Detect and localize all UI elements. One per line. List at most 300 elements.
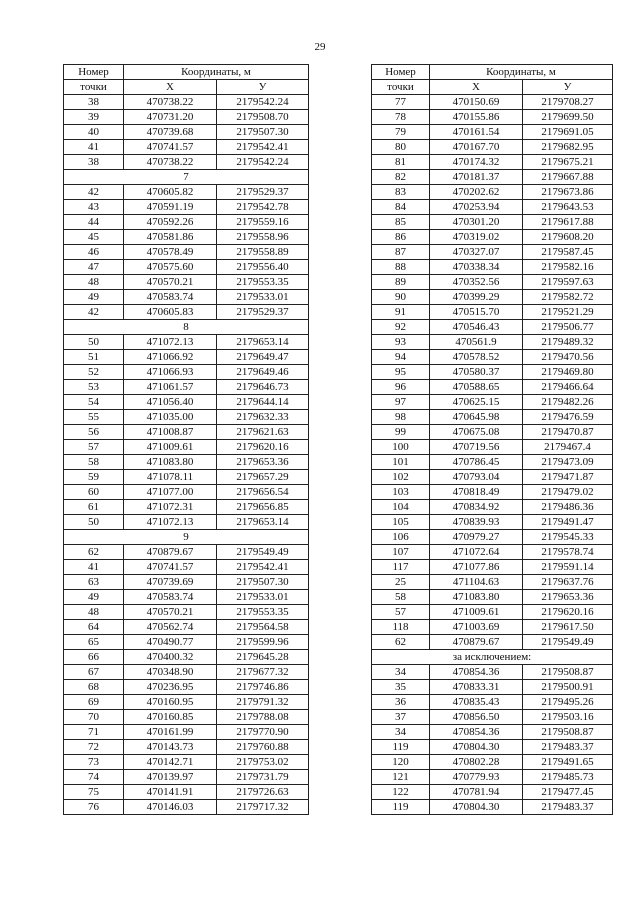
- y-coordinate: 2179503.16: [523, 710, 613, 725]
- table-row: [64, 515, 309, 530]
- y-coordinate: 2179653.14: [217, 335, 309, 350]
- x-coordinate: 470578.52: [430, 350, 523, 365]
- table-row: [372, 620, 613, 635]
- point-number: 41: [64, 140, 124, 155]
- y-coordinate: 2179649.47: [217, 350, 309, 365]
- point-header-line1: Номер: [385, 66, 416, 78]
- x-coordinate: 470139.97: [124, 770, 217, 785]
- table-row: [372, 485, 613, 500]
- table-row: [372, 395, 613, 410]
- point-number: 50: [64, 515, 124, 530]
- table-row: [64, 290, 309, 305]
- section-row: [64, 320, 309, 335]
- y-coordinate: 2179645.28: [217, 650, 309, 665]
- table-row: [372, 125, 613, 140]
- point-number: 44: [64, 215, 124, 230]
- point-number-header-2: точки: [64, 80, 124, 95]
- point-number: 78: [372, 110, 430, 125]
- table-row: [64, 260, 309, 275]
- point-number: 45: [64, 230, 124, 245]
- x-coordinate: 470546.43: [430, 320, 523, 335]
- x-coordinate: 470645.98: [430, 410, 523, 425]
- y-column-header: У: [217, 80, 309, 95]
- table-row: [372, 140, 613, 155]
- point-number: 93: [372, 335, 430, 350]
- x-coordinate: 470675.08: [430, 425, 523, 440]
- table-row: [64, 590, 309, 605]
- point-number: 91: [372, 305, 430, 320]
- table-row: [64, 650, 309, 665]
- x-coordinate: 471072.13: [124, 515, 217, 530]
- table-row: [64, 155, 309, 170]
- x-coordinate: 470739.69: [124, 575, 217, 590]
- point-number: 98: [372, 410, 430, 425]
- x-coordinate: 470161.99: [124, 725, 217, 740]
- point-number: 117: [372, 560, 430, 575]
- x-coordinate: 470741.57: [124, 560, 217, 575]
- table-row: [64, 410, 309, 425]
- point-number: 25: [372, 575, 430, 590]
- y-coordinate: 2179673.86: [523, 185, 613, 200]
- coordinates-header: Координаты, м: [124, 65, 309, 80]
- section-label: 7: [64, 170, 309, 185]
- point-number: 63: [64, 575, 124, 590]
- x-coordinate: 470804.30: [430, 740, 523, 755]
- point-number: 90: [372, 290, 430, 305]
- y-coordinate: 2179529.37: [217, 185, 309, 200]
- point-number: 49: [64, 590, 124, 605]
- point-number: 42: [64, 305, 124, 320]
- x-coordinate: 470561.9: [430, 335, 523, 350]
- table-row: [372, 575, 613, 590]
- table-row: [64, 425, 309, 440]
- y-coordinate: 2179559.16: [217, 215, 309, 230]
- point-number: 58: [64, 455, 124, 470]
- point-number: 121: [372, 770, 430, 785]
- x-coordinate: 470160.95: [124, 695, 217, 710]
- y-coordinate: 2179591.14: [523, 560, 613, 575]
- x-coordinate: 470818.49: [430, 485, 523, 500]
- table-row: [64, 215, 309, 230]
- x-coordinate: 470490.77: [124, 635, 217, 650]
- point-number: 69: [64, 695, 124, 710]
- x-coordinate: 470167.70: [430, 140, 523, 155]
- x-coordinate: 470739.68: [124, 125, 217, 140]
- x-coordinate: 470181.37: [430, 170, 523, 185]
- point-number: 77: [372, 95, 430, 110]
- table-row: [64, 605, 309, 620]
- point-number-header: [372, 65, 430, 80]
- coordinates-header: Координаты, м: [430, 65, 613, 80]
- point-number: 43: [64, 200, 124, 215]
- point-number: 89: [372, 275, 430, 290]
- x-coordinate: 470781.94: [430, 785, 523, 800]
- point-number: 55: [64, 410, 124, 425]
- table-row: [64, 800, 309, 815]
- point-number: 34: [372, 665, 430, 680]
- point-number: 122: [372, 785, 430, 800]
- table-row: [64, 575, 309, 590]
- table-row: [64, 770, 309, 785]
- x-coordinate: 470583.74: [124, 590, 217, 605]
- point-number: 54: [64, 395, 124, 410]
- table-row: [372, 215, 613, 230]
- x-coordinate: 470578.49: [124, 245, 217, 260]
- y-coordinate: 2179473.09: [523, 455, 613, 470]
- x-coordinate: 471003.69: [430, 620, 523, 635]
- y-coordinate: 2179653.36: [217, 455, 309, 470]
- point-number: 64: [64, 620, 124, 635]
- y-coordinate: 2179599.96: [217, 635, 309, 650]
- y-coordinate: 2179542.78: [217, 200, 309, 215]
- point-number: 59: [64, 470, 124, 485]
- y-coordinate: 2179653.14: [217, 515, 309, 530]
- y-coordinate: 2179508.87: [523, 725, 613, 740]
- table-row: [64, 200, 309, 215]
- point-number: 34: [372, 725, 430, 740]
- y-coordinate: 2179479.02: [523, 485, 613, 500]
- table-row: [64, 380, 309, 395]
- table-row: [372, 95, 613, 110]
- point-number: 57: [64, 440, 124, 455]
- table-row: [372, 425, 613, 440]
- y-coordinate: 2179726.63: [217, 785, 309, 800]
- point-number: 102: [372, 470, 430, 485]
- y-coordinate: 2179597.63: [523, 275, 613, 290]
- y-coordinate: 2179558.89: [217, 245, 309, 260]
- x-coordinate: 470570.21: [124, 275, 217, 290]
- y-coordinate: 2179506.77: [523, 320, 613, 335]
- point-number: 65: [64, 635, 124, 650]
- y-coordinate: 2179470.87: [523, 425, 613, 440]
- point-number: 41: [64, 560, 124, 575]
- point-number: 52: [64, 365, 124, 380]
- table-row: [372, 635, 613, 650]
- x-coordinate: 470719.56: [430, 440, 523, 455]
- x-coordinate: 470979.27: [430, 530, 523, 545]
- table-row: [372, 785, 613, 800]
- point-number: 35: [372, 680, 430, 695]
- x-coordinate: 470400.32: [124, 650, 217, 665]
- x-column-header: X: [430, 80, 523, 95]
- y-coordinate: 2179582.16: [523, 260, 613, 275]
- x-coordinate: 470834.92: [430, 500, 523, 515]
- x-coordinate: 471083.80: [430, 590, 523, 605]
- table-row: [64, 140, 309, 155]
- y-coordinate: 2179489.32: [523, 335, 613, 350]
- point-number: 67: [64, 665, 124, 680]
- x-coordinate: 470562.74: [124, 620, 217, 635]
- point-number: 38: [64, 95, 124, 110]
- point-number: 60: [64, 485, 124, 500]
- y-coordinate: 2179477.45: [523, 785, 613, 800]
- y-coordinate: 2179637.76: [523, 575, 613, 590]
- y-coordinate: 2179533.01: [217, 590, 309, 605]
- y-coordinate: 2179717.32: [217, 800, 309, 815]
- y-coordinate: 2179760.88: [217, 740, 309, 755]
- y-coordinate: 2179491.47: [523, 515, 613, 530]
- table-row: [372, 350, 613, 365]
- y-coordinate: 2179644.14: [217, 395, 309, 410]
- x-coordinate: 470580.37: [430, 365, 523, 380]
- x-coordinate: 471009.61: [124, 440, 217, 455]
- point-number: 105: [372, 515, 430, 530]
- y-coordinate: 2179646.73: [217, 380, 309, 395]
- y-coordinate: 2179483.37: [523, 800, 613, 815]
- table-row: [372, 770, 613, 785]
- y-coordinate: 2179549.49: [523, 635, 613, 650]
- table-row: [64, 560, 309, 575]
- point-number: 39: [64, 110, 124, 125]
- coordinates-table-right: [371, 64, 613, 815]
- point-number: 118: [372, 620, 430, 635]
- y-coordinate: 2179617.50: [523, 620, 613, 635]
- y-coordinate: 2179483.37: [523, 740, 613, 755]
- x-coordinate: 470879.67: [430, 635, 523, 650]
- x-coordinate: 470802.28: [430, 755, 523, 770]
- point-number: 83: [372, 185, 430, 200]
- x-coordinate: 470515.70: [430, 305, 523, 320]
- x-coordinate: 471066.93: [124, 365, 217, 380]
- y-coordinate: 2179556.40: [217, 260, 309, 275]
- y-coordinate: 2179788.08: [217, 710, 309, 725]
- x-coordinate: 470348.90: [124, 665, 217, 680]
- page-number: 29: [314, 41, 326, 53]
- table-row: [372, 245, 613, 260]
- point-number: 74: [64, 770, 124, 785]
- point-number: 120: [372, 755, 430, 770]
- table-row: [372, 680, 613, 695]
- y-coordinate: 2179533.01: [217, 290, 309, 305]
- table-row: [64, 185, 309, 200]
- x-coordinate: 470581.86: [124, 230, 217, 245]
- table-row: [64, 350, 309, 365]
- point-number: 82: [372, 170, 430, 185]
- y-coordinate: 2179621.63: [217, 425, 309, 440]
- x-coordinate: 470301.20: [430, 215, 523, 230]
- y-coordinate: 2179582.72: [523, 290, 613, 305]
- x-coordinate: 471035.00: [124, 410, 217, 425]
- point-number: 119: [372, 800, 430, 815]
- y-coordinate: 2179549.49: [217, 545, 309, 560]
- point-number: 51: [64, 350, 124, 365]
- table-row: [64, 755, 309, 770]
- x-coordinate: 470161.54: [430, 125, 523, 140]
- table-row: [64, 710, 309, 725]
- table-row: [64, 455, 309, 470]
- x-coordinate: 471008.87: [124, 425, 217, 440]
- table-row: [372, 515, 613, 530]
- y-coordinate: 2179542.41: [217, 560, 309, 575]
- y-coordinate: 2179608.20: [523, 230, 613, 245]
- point-number: 40: [64, 125, 124, 140]
- x-coordinate: 471078.11: [124, 470, 217, 485]
- y-column-header: У: [523, 80, 613, 95]
- x-coordinate: 470592.26: [124, 215, 217, 230]
- table-row: [64, 335, 309, 350]
- y-coordinate: 2179731.79: [217, 770, 309, 785]
- x-coordinate: 471009.61: [430, 605, 523, 620]
- y-coordinate: 2179542.24: [217, 155, 309, 170]
- left-table-body: [64, 95, 309, 815]
- table-row: [64, 95, 309, 110]
- y-coordinate: 2179507.30: [217, 125, 309, 140]
- y-coordinate: 2179677.32: [217, 665, 309, 680]
- y-coordinate: 2179791.32: [217, 695, 309, 710]
- x-coordinate: 470155.86: [430, 110, 523, 125]
- right-table-body: [372, 95, 613, 815]
- x-coordinate: 471056.40: [124, 395, 217, 410]
- x-coordinate: 470856.50: [430, 710, 523, 725]
- point-number: 42: [64, 185, 124, 200]
- table-row: [372, 455, 613, 470]
- table-row: [64, 620, 309, 635]
- x-coordinate: 471066.92: [124, 350, 217, 365]
- y-coordinate: 2179508.87: [523, 665, 613, 680]
- point-number: 96: [372, 380, 430, 395]
- section-row: [64, 530, 309, 545]
- point-number: 100: [372, 440, 430, 455]
- point-number: 99: [372, 425, 430, 440]
- x-coordinate: 470854.36: [430, 725, 523, 740]
- table-row: [372, 155, 613, 170]
- point-number: 75: [64, 785, 124, 800]
- x-coordinate: 470738.22: [124, 95, 217, 110]
- point-number: 80: [372, 140, 430, 155]
- section-label: 8: [64, 320, 309, 335]
- section-row: [64, 170, 309, 185]
- table-row: [64, 230, 309, 245]
- table-row: [64, 545, 309, 560]
- point-number: 66: [64, 650, 124, 665]
- table-row: [372, 380, 613, 395]
- point-number: 95: [372, 365, 430, 380]
- y-coordinate: 2179521.29: [523, 305, 613, 320]
- x-coordinate: 470570.21: [124, 605, 217, 620]
- point-number: 87: [372, 245, 430, 260]
- x-coordinate: 471083.80: [124, 455, 217, 470]
- y-coordinate: 2179753.02: [217, 755, 309, 770]
- section-label: 9: [64, 530, 309, 545]
- y-coordinate: 2179491.65: [523, 755, 613, 770]
- x-coordinate: 471072.31: [124, 500, 217, 515]
- y-coordinate: 2179558.96: [217, 230, 309, 245]
- y-coordinate: 2179545.33: [523, 530, 613, 545]
- table-row: [372, 710, 613, 725]
- y-coordinate: 2179553.35: [217, 605, 309, 620]
- y-coordinate: 2179470.56: [523, 350, 613, 365]
- x-coordinate: 470160.85: [124, 710, 217, 725]
- point-number-header-2: точки: [372, 80, 430, 95]
- x-coordinate: 470399.29: [430, 290, 523, 305]
- table-row: [372, 755, 613, 770]
- table-row: [64, 785, 309, 800]
- point-number: 50: [64, 335, 124, 350]
- x-coordinate: 470605.83: [124, 305, 217, 320]
- table-row: [64, 275, 309, 290]
- point-number: 57: [372, 605, 430, 620]
- y-coordinate: 2179617.88: [523, 215, 613, 230]
- table-row: [372, 500, 613, 515]
- table-row: [372, 230, 613, 245]
- table-row: [372, 290, 613, 305]
- point-number: 92: [372, 320, 430, 335]
- coordinates-table-left: [63, 64, 309, 815]
- x-coordinate: 470174.32: [430, 155, 523, 170]
- x-coordinate: 470741.57: [124, 140, 217, 155]
- x-coordinate: 470583.74: [124, 290, 217, 305]
- y-coordinate: 2179656.85: [217, 500, 309, 515]
- y-coordinate: 2179507.30: [217, 575, 309, 590]
- y-coordinate: 2179469.80: [523, 365, 613, 380]
- x-coordinate: 470338.34: [430, 260, 523, 275]
- x-coordinate: 470236.95: [124, 680, 217, 695]
- table-row: [372, 440, 613, 455]
- x-coordinate: 470142.71: [124, 755, 217, 770]
- point-number: 47: [64, 260, 124, 275]
- x-coordinate: 470319.02: [430, 230, 523, 245]
- table-row: [64, 245, 309, 260]
- table-row: [372, 740, 613, 755]
- table-row: [372, 605, 613, 620]
- x-coordinate: 470738.22: [124, 155, 217, 170]
- y-coordinate: 2179508.70: [217, 110, 309, 125]
- table-row: [64, 125, 309, 140]
- point-header-line1: Номер: [78, 66, 109, 78]
- x-coordinate: 470150.69: [430, 95, 523, 110]
- table-row: [64, 680, 309, 695]
- y-coordinate: 2179691.05: [523, 125, 613, 140]
- table-row: [64, 725, 309, 740]
- table-row: [64, 440, 309, 455]
- y-coordinate: 2179467.4: [523, 440, 613, 455]
- point-number: 84: [372, 200, 430, 215]
- point-number: 62: [372, 635, 430, 650]
- x-coordinate: 470352.56: [430, 275, 523, 290]
- x-coordinate: 470327.07: [430, 245, 523, 260]
- x-coordinate: 471072.13: [124, 335, 217, 350]
- point-number: 71: [64, 725, 124, 740]
- x-column-header: X: [124, 80, 217, 95]
- table-row: [64, 110, 309, 125]
- y-coordinate: 2179485.73: [523, 770, 613, 785]
- y-coordinate: 2179770.90: [217, 725, 309, 740]
- y-coordinate: 2179643.53: [523, 200, 613, 215]
- table-row: [64, 665, 309, 680]
- x-coordinate: 471077.86: [430, 560, 523, 575]
- point-number: 101: [372, 455, 430, 470]
- point-number: 106: [372, 530, 430, 545]
- y-coordinate: 2179482.26: [523, 395, 613, 410]
- y-coordinate: 2179476.59: [523, 410, 613, 425]
- y-coordinate: 2179708.27: [523, 95, 613, 110]
- point-number: 103: [372, 485, 430, 500]
- y-coordinate: 2179620.16: [523, 605, 613, 620]
- point-number: 53: [64, 380, 124, 395]
- y-coordinate: 2179653.36: [523, 590, 613, 605]
- y-coordinate: 2179500.91: [523, 680, 613, 695]
- table-row: [372, 530, 613, 545]
- point-number: 61: [64, 500, 124, 515]
- x-coordinate: 470625.15: [430, 395, 523, 410]
- point-number: 48: [64, 275, 124, 290]
- x-coordinate: 471077.00: [124, 485, 217, 500]
- point-number: 76: [64, 800, 124, 815]
- y-coordinate: 2179495.26: [523, 695, 613, 710]
- x-coordinate: 470605.82: [124, 185, 217, 200]
- table-row: [372, 470, 613, 485]
- table-row: [372, 305, 613, 320]
